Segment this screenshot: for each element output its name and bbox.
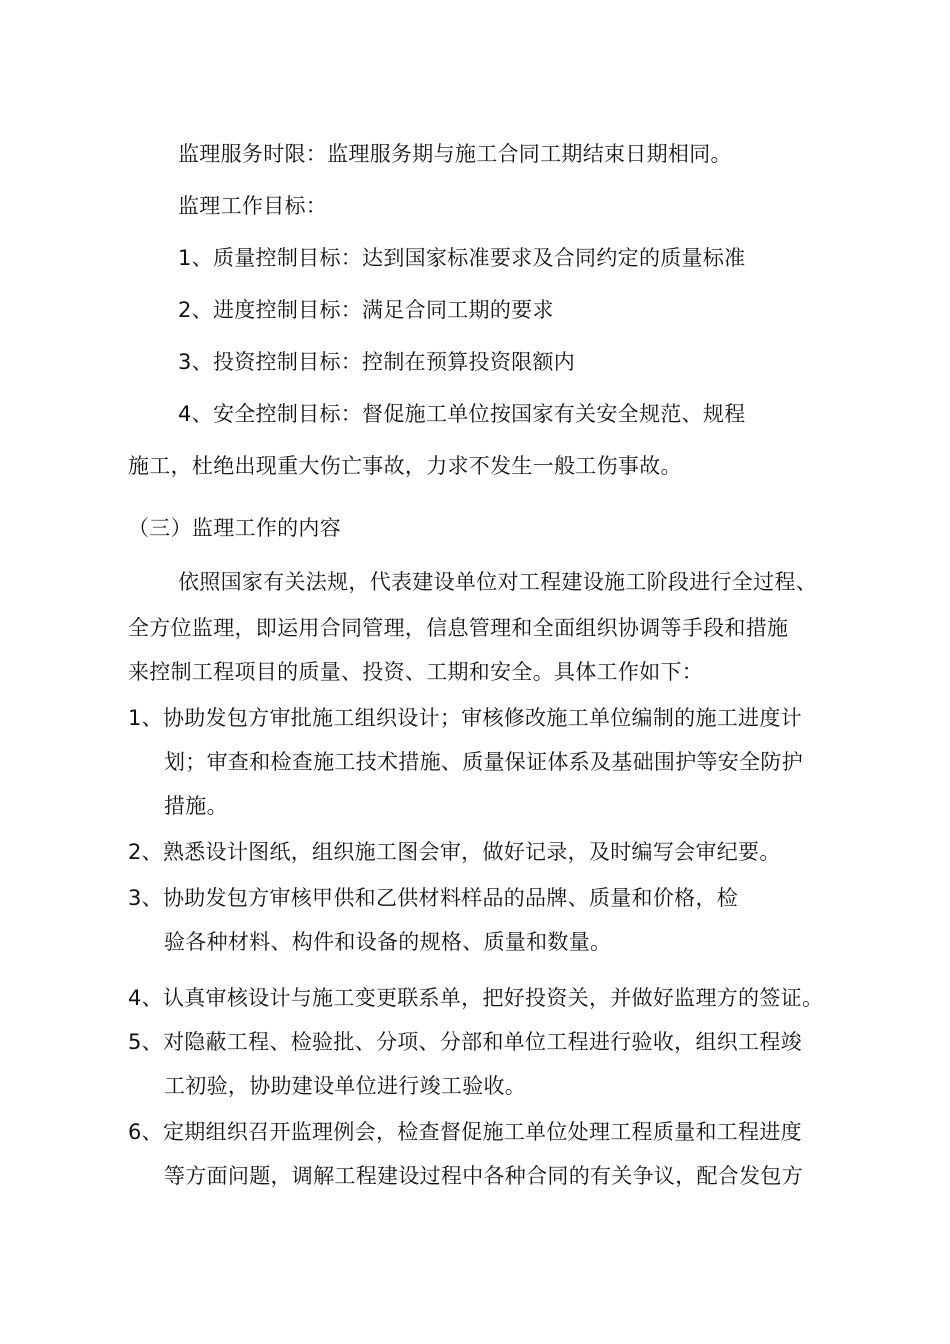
list-item-1-line-3: 措施。 xyxy=(164,794,228,818)
section-3-heading: （三）监理工作的内容 xyxy=(128,516,341,540)
goal-4-line: 4、安全控制目标：督促施工单位按国家有关安全规范、规程 xyxy=(178,402,746,426)
list-item-3-line-1: 3、协助发包方审核甲供和乙供材料样品的品牌、质量和价格，检 xyxy=(128,886,739,910)
list-item-1-line-2: 划；审查和检查施工技术措施、质量保证体系及基础围护等安全防护 xyxy=(164,750,803,774)
list-item-6-line-1: 6、定期组织召开监理例会，检查督促施工单位处理工程质量和工程进度 xyxy=(128,1120,802,1144)
goal-4-continuation: 施工，杜绝出现重大伤亡事故，力求不发生一般工伤事故。 xyxy=(128,454,682,478)
goals-heading: 监理工作目标： xyxy=(178,194,328,218)
goal-2-line: 2、进度控制目标：满足合同工期的要求 xyxy=(178,298,554,322)
list-item-5-line-1: 5、对隐蔽工程、检验批、分项、分部和单位工程进行验收，组织工程竣 xyxy=(128,1030,802,1054)
intro-paragraph-line-3: 来控制工程项目的质量、投资、工期和安全。具体工作如下： xyxy=(128,660,704,684)
list-item-1-line-1: 1、协助发包方审批施工组织设计；审核修改施工单位编制的施工进度计 xyxy=(128,706,802,730)
goal-1-line: 1、质量控制目标：达到国家标准要求及合同约定的质量标准 xyxy=(178,246,746,270)
service-period-line: 监理服务时限：监理服务期与施工合同工期结束日期相同。 xyxy=(178,142,732,166)
list-item-5-line-2: 工初验，协助建设单位进行竣工验收。 xyxy=(164,1074,527,1098)
intro-paragraph-line-2: 全方位监理，即运用合同管理，信息管理和全面组织协调等手段和措施 xyxy=(128,616,789,640)
list-item-2: 2、熟悉设计图纸，组织施工图会审，做好记录，及时编写会审纪要。 xyxy=(128,840,781,864)
goal-3-line: 3、投资控制目标：控制在预算投资限额内 xyxy=(178,350,576,374)
list-item-4: 4、认真审核设计与施工变更联系单，把好投资关，并做好监理方的签证。 xyxy=(128,986,824,1010)
intro-paragraph-line-1: 依照国家有关法规，代表建设单位对工程建设施工阶段进行全过程、 xyxy=(178,570,817,594)
list-item-6-line-2: 等方面问题，调解工程建设过程中各种合同的有关争议，配合发包方 xyxy=(164,1164,803,1188)
list-item-3-line-2: 验各种材料、构件和设备的规格、质量和数量。 xyxy=(164,930,612,954)
